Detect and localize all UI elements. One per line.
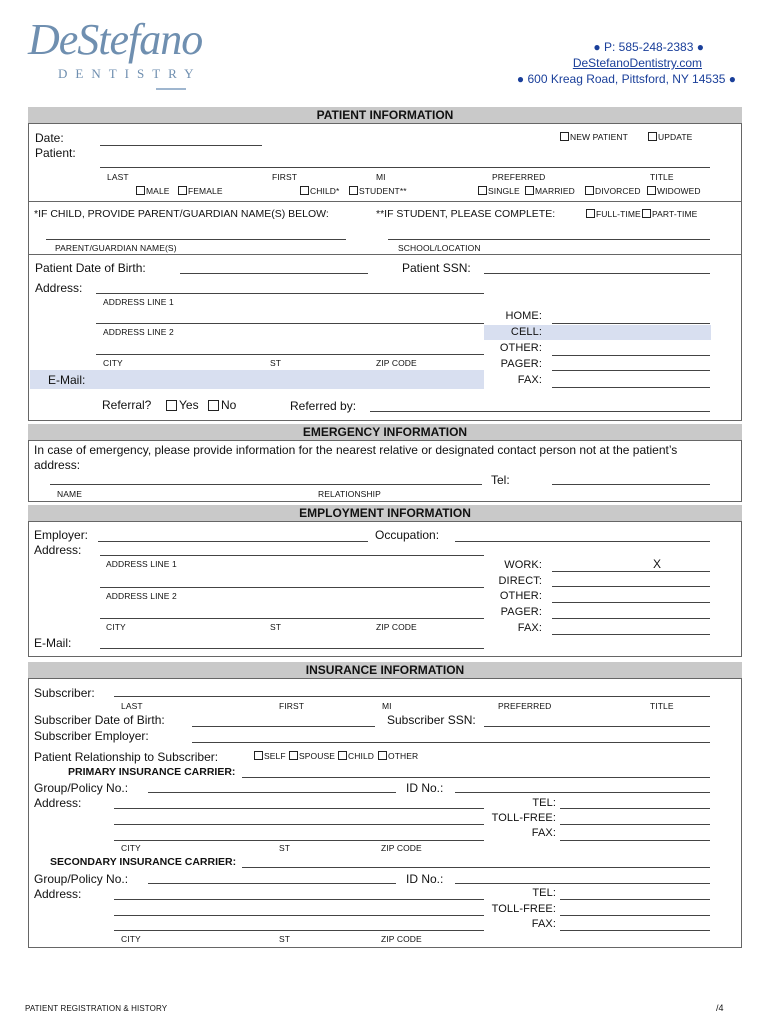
secondary-st-label: ST [279, 934, 291, 944]
subscriber-employer-label: Subscriber Employer: [34, 729, 149, 743]
student-label: STUDENT** [359, 186, 407, 196]
primary-carrier-label: PRIMARY INSURANCE CARRIER: [68, 766, 236, 778]
subscriber-dob-field[interactable] [192, 726, 375, 727]
secondary-id-field[interactable] [455, 883, 710, 884]
email-label: E-Mail: [48, 373, 86, 387]
work-value: X [653, 557, 662, 571]
self-label: SELF [264, 751, 286, 761]
student-checkbox[interactable] [349, 186, 358, 195]
school-label: SCHOOL/LOCATION [398, 243, 481, 253]
insurance-section-title: INSURANCE INFORMATION [28, 662, 742, 679]
parent-name-label: PARENT/GUARDIAN NAME(S) [55, 243, 177, 253]
secondary-tollfree-field[interactable] [560, 915, 710, 916]
school-field[interactable] [388, 239, 710, 240]
primary-fax-field[interactable] [560, 840, 710, 841]
secondary-address-label: Address: [34, 887, 82, 901]
secondary-carrier-field[interactable] [242, 867, 710, 868]
divider [28, 254, 742, 255]
employer-email-label: E-Mail: [34, 636, 72, 650]
subscriber-preferred-label: PREFERRED [498, 701, 552, 711]
subscriber-last-label: LAST [121, 701, 143, 711]
spouse-label: SPOUSE [299, 751, 336, 761]
update-label: UPDATE [658, 132, 693, 142]
employer-field[interactable] [98, 541, 368, 542]
employer-address2-field[interactable] [100, 587, 484, 588]
divorced-checkbox[interactable] [585, 186, 594, 195]
other-rel-checkbox[interactable] [378, 751, 387, 760]
address-line1-field[interactable] [96, 293, 484, 294]
emergency-name-field[interactable] [50, 484, 482, 485]
employer-other-label: OTHER: [499, 590, 542, 602]
secondary-carrier-label: SECONDARY INSURANCE CARRIER: [50, 856, 237, 868]
part-time-label: PART-TIME [652, 209, 698, 219]
employer-city-label: CITY [106, 622, 126, 632]
relationship-label: Patient Relationship to Subscriber: [34, 750, 219, 764]
primary-city-label: CITY [121, 843, 141, 853]
cell-label: CELL: [510, 326, 542, 338]
secondary-tollfree-label: TOLL-FREE: [491, 903, 556, 915]
employer-fax-label: FAX: [517, 622, 542, 634]
home-label: HOME: [505, 310, 542, 322]
single-label: SINGLE [488, 186, 520, 196]
emergency-section-title: EMERGENCY INFORMATION [28, 424, 742, 441]
married-checkbox[interactable] [525, 186, 534, 195]
male-checkbox[interactable] [136, 186, 145, 195]
primary-id-label: ID No.: [406, 781, 444, 795]
secondary-zip-label: ZIP CODE [381, 934, 422, 944]
first-label: FIRST [272, 172, 298, 182]
parent-name-field[interactable] [46, 239, 346, 240]
employer-fax-field[interactable] [552, 634, 710, 635]
work-label: WORK: [504, 559, 542, 571]
single-checkbox[interactable] [478, 186, 487, 195]
student-note: **IF STUDENT, PLEASE COMPLETE: [376, 208, 556, 220]
child-note: *IF CHILD, PROVIDE PARENT/GUARDIAN NAME(S) BELOW: [34, 208, 329, 220]
st-label: ST [270, 358, 282, 368]
subscriber-ssn-field[interactable] [484, 726, 710, 727]
home-phone-field[interactable] [552, 323, 710, 324]
child-rel-label: CHILD [348, 751, 375, 761]
date-label: Date: [35, 131, 64, 145]
employer-st-label: ST [270, 622, 282, 632]
logo-subtitle: DENTISTRY [58, 66, 202, 81]
female-label: FEMALE [188, 186, 223, 196]
other-rel-label: OTHER [388, 751, 419, 761]
ssn-label: Patient SSN: [402, 261, 471, 275]
patient-name-field[interactable] [100, 167, 710, 168]
emergency-description-2: address: [34, 458, 81, 472]
contact-phone: ● P: 585-248-2383 ● [593, 40, 704, 54]
dob-field[interactable] [180, 273, 368, 274]
widowed-checkbox[interactable] [647, 186, 656, 195]
primary-group-field[interactable] [148, 792, 396, 793]
emergency-tel-label: Tel: [491, 473, 510, 487]
primary-tel-label: TEL: [532, 797, 556, 809]
subscriber-ssn-label: Subscriber SSN: [387, 713, 476, 727]
employer-address1-label: ADDRESS LINE 1 [106, 559, 177, 569]
employer-email-field[interactable] [100, 648, 484, 649]
child-checkbox[interactable] [300, 186, 309, 195]
primary-id-field[interactable] [455, 792, 710, 793]
last-label: LAST [107, 172, 129, 182]
occupation-label: Occupation: [375, 528, 440, 542]
male-label: MALE [146, 186, 170, 196]
date-field[interactable] [100, 145, 262, 146]
referral-yes-checkbox[interactable] [166, 400, 177, 411]
email-field[interactable] [30, 370, 484, 389]
referral-no-checkbox[interactable] [208, 400, 219, 411]
widowed-label: WIDOWED [657, 186, 701, 196]
secondary-group-field[interactable] [148, 883, 396, 884]
direct-label: DIRECT: [498, 575, 542, 587]
subscriber-title-label: TITLE [650, 701, 674, 711]
employer-address2-label: ADDRESS LINE 2 [106, 591, 177, 601]
occupation-field[interactable] [455, 541, 710, 542]
zip-label: ZIP CODE [376, 358, 417, 368]
address-line1-label: ADDRESS LINE 1 [103, 297, 174, 307]
employer-label: Employer: [34, 528, 89, 542]
subscriber-dob-label: Subscriber Date of Birth: [34, 713, 165, 727]
referral-yes-label: Yes [179, 398, 199, 412]
footer-title: PATIENT REGISTRATION & HISTORY [25, 1004, 168, 1013]
subscriber-name-field[interactable] [114, 696, 710, 697]
new-patient-label: NEW PATIENT [570, 132, 628, 142]
divorced-label: DIVORCED [595, 186, 641, 196]
mi-label: MI [376, 172, 386, 182]
secondary-id-label: ID No.: [406, 872, 444, 886]
female-checkbox[interactable] [178, 186, 187, 195]
primary-address-label: Address: [34, 796, 82, 810]
secondary-fax-label: FAX: [531, 918, 556, 930]
pager-field[interactable] [552, 370, 710, 371]
child-label: CHILD* [310, 186, 340, 196]
employer-other-field[interactable] [552, 602, 710, 603]
fax-label: FAX: [517, 374, 542, 386]
primary-city-field[interactable] [114, 840, 484, 841]
work-field[interactable] [552, 571, 710, 572]
employment-section-title: EMPLOYMENT INFORMATION [28, 505, 742, 522]
employer-address1-field[interactable] [100, 555, 484, 556]
emergency-tel-field[interactable] [552, 484, 710, 485]
new-patient-checkbox[interactable] [560, 132, 569, 141]
full-time-checkbox[interactable] [586, 209, 595, 218]
contact-website[interactable]: DeStefanoDentistry.com [572, 56, 702, 70]
self-checkbox[interactable] [254, 751, 263, 760]
primary-st-label: ST [279, 843, 291, 853]
emergency-name-label: NAME [57, 489, 82, 499]
secondary-fax-field[interactable] [560, 930, 710, 931]
referral-label: Referral? [102, 398, 152, 412]
subscriber-employer-field[interactable] [192, 742, 710, 743]
married-label: MARRIED [535, 186, 575, 196]
page-number: /4 [716, 1003, 724, 1013]
emergency-relationship-label: RELATIONSHIP [318, 489, 381, 499]
contact-address: ● 600 Kreag Road, Pittsford, NY 14535 ● [516, 72, 736, 86]
patient-label: Patient: [35, 146, 76, 160]
employer-pager-label: PAGER: [500, 606, 542, 618]
subscriber-label: Subscriber: [34, 686, 95, 700]
secondary-city-label: CITY [121, 934, 141, 944]
patient-section-title: PATIENT INFORMATION [28, 107, 742, 124]
divider [28, 201, 742, 202]
city-label: CITY [103, 358, 123, 368]
child-rel-checkbox[interactable] [338, 751, 347, 760]
secondary-address2-field[interactable] [114, 915, 484, 916]
employer-pager-field[interactable] [552, 618, 710, 619]
ssn-field[interactable] [484, 273, 710, 274]
employer-city-field[interactable] [100, 618, 484, 619]
logo: DeStefano [28, 15, 203, 64]
secondary-tel-label: TEL: [532, 887, 556, 899]
primary-address1-field[interactable] [114, 808, 484, 809]
secondary-address1-field[interactable] [114, 899, 484, 900]
address-line2-label: ADDRESS LINE 2 [103, 327, 174, 337]
secondary-group-label: Group/Policy No.: [34, 872, 129, 886]
referred-by-field[interactable] [370, 411, 710, 412]
spouse-checkbox[interactable] [289, 751, 298, 760]
secondary-tel-field[interactable] [560, 899, 710, 900]
primary-group-label: Group/Policy No.: [34, 781, 129, 795]
logo-swash [156, 86, 186, 90]
address-label: Address: [35, 281, 83, 295]
other-label: OTHER: [499, 342, 542, 354]
city-st-zip-field[interactable] [96, 354, 484, 355]
primary-tollfree-label: TOLL-FREE: [491, 812, 556, 824]
primary-address2-field[interactable] [114, 824, 484, 825]
primary-zip-label: ZIP CODE [381, 843, 422, 853]
primary-tel-field[interactable] [560, 808, 710, 809]
referred-by-label: Referred by: [290, 399, 357, 413]
subscriber-mi-label: MI [382, 701, 392, 711]
subscriber-first-label: FIRST [279, 701, 305, 711]
emergency-description: In case of emergency, please provide information for the nearest relative or designated contact person not at the patient’s [34, 443, 678, 457]
primary-tollfree-field[interactable] [560, 824, 710, 825]
full-time-label: FULL-TIME [596, 209, 641, 219]
update-checkbox[interactable] [648, 132, 657, 141]
fax-field[interactable] [552, 387, 710, 388]
title-label: TITLE [650, 172, 674, 182]
secondary-city-field[interactable] [114, 930, 484, 931]
pager-label: PAGER: [500, 358, 542, 370]
other-phone-field[interactable] [552, 355, 710, 356]
employer-zip-label: ZIP CODE [376, 622, 417, 632]
part-time-checkbox[interactable] [642, 209, 651, 218]
employer-address-label: Address: [34, 543, 82, 557]
dob-label: Patient Date of Birth: [35, 261, 146, 275]
primary-carrier-field[interactable] [242, 777, 710, 778]
preferred-label: PREFERRED [492, 172, 546, 182]
address-line2-field[interactable] [96, 323, 484, 324]
referral-no-label: No [221, 398, 237, 412]
primary-fax-label: FAX: [531, 827, 556, 839]
direct-field[interactable] [552, 586, 710, 587]
